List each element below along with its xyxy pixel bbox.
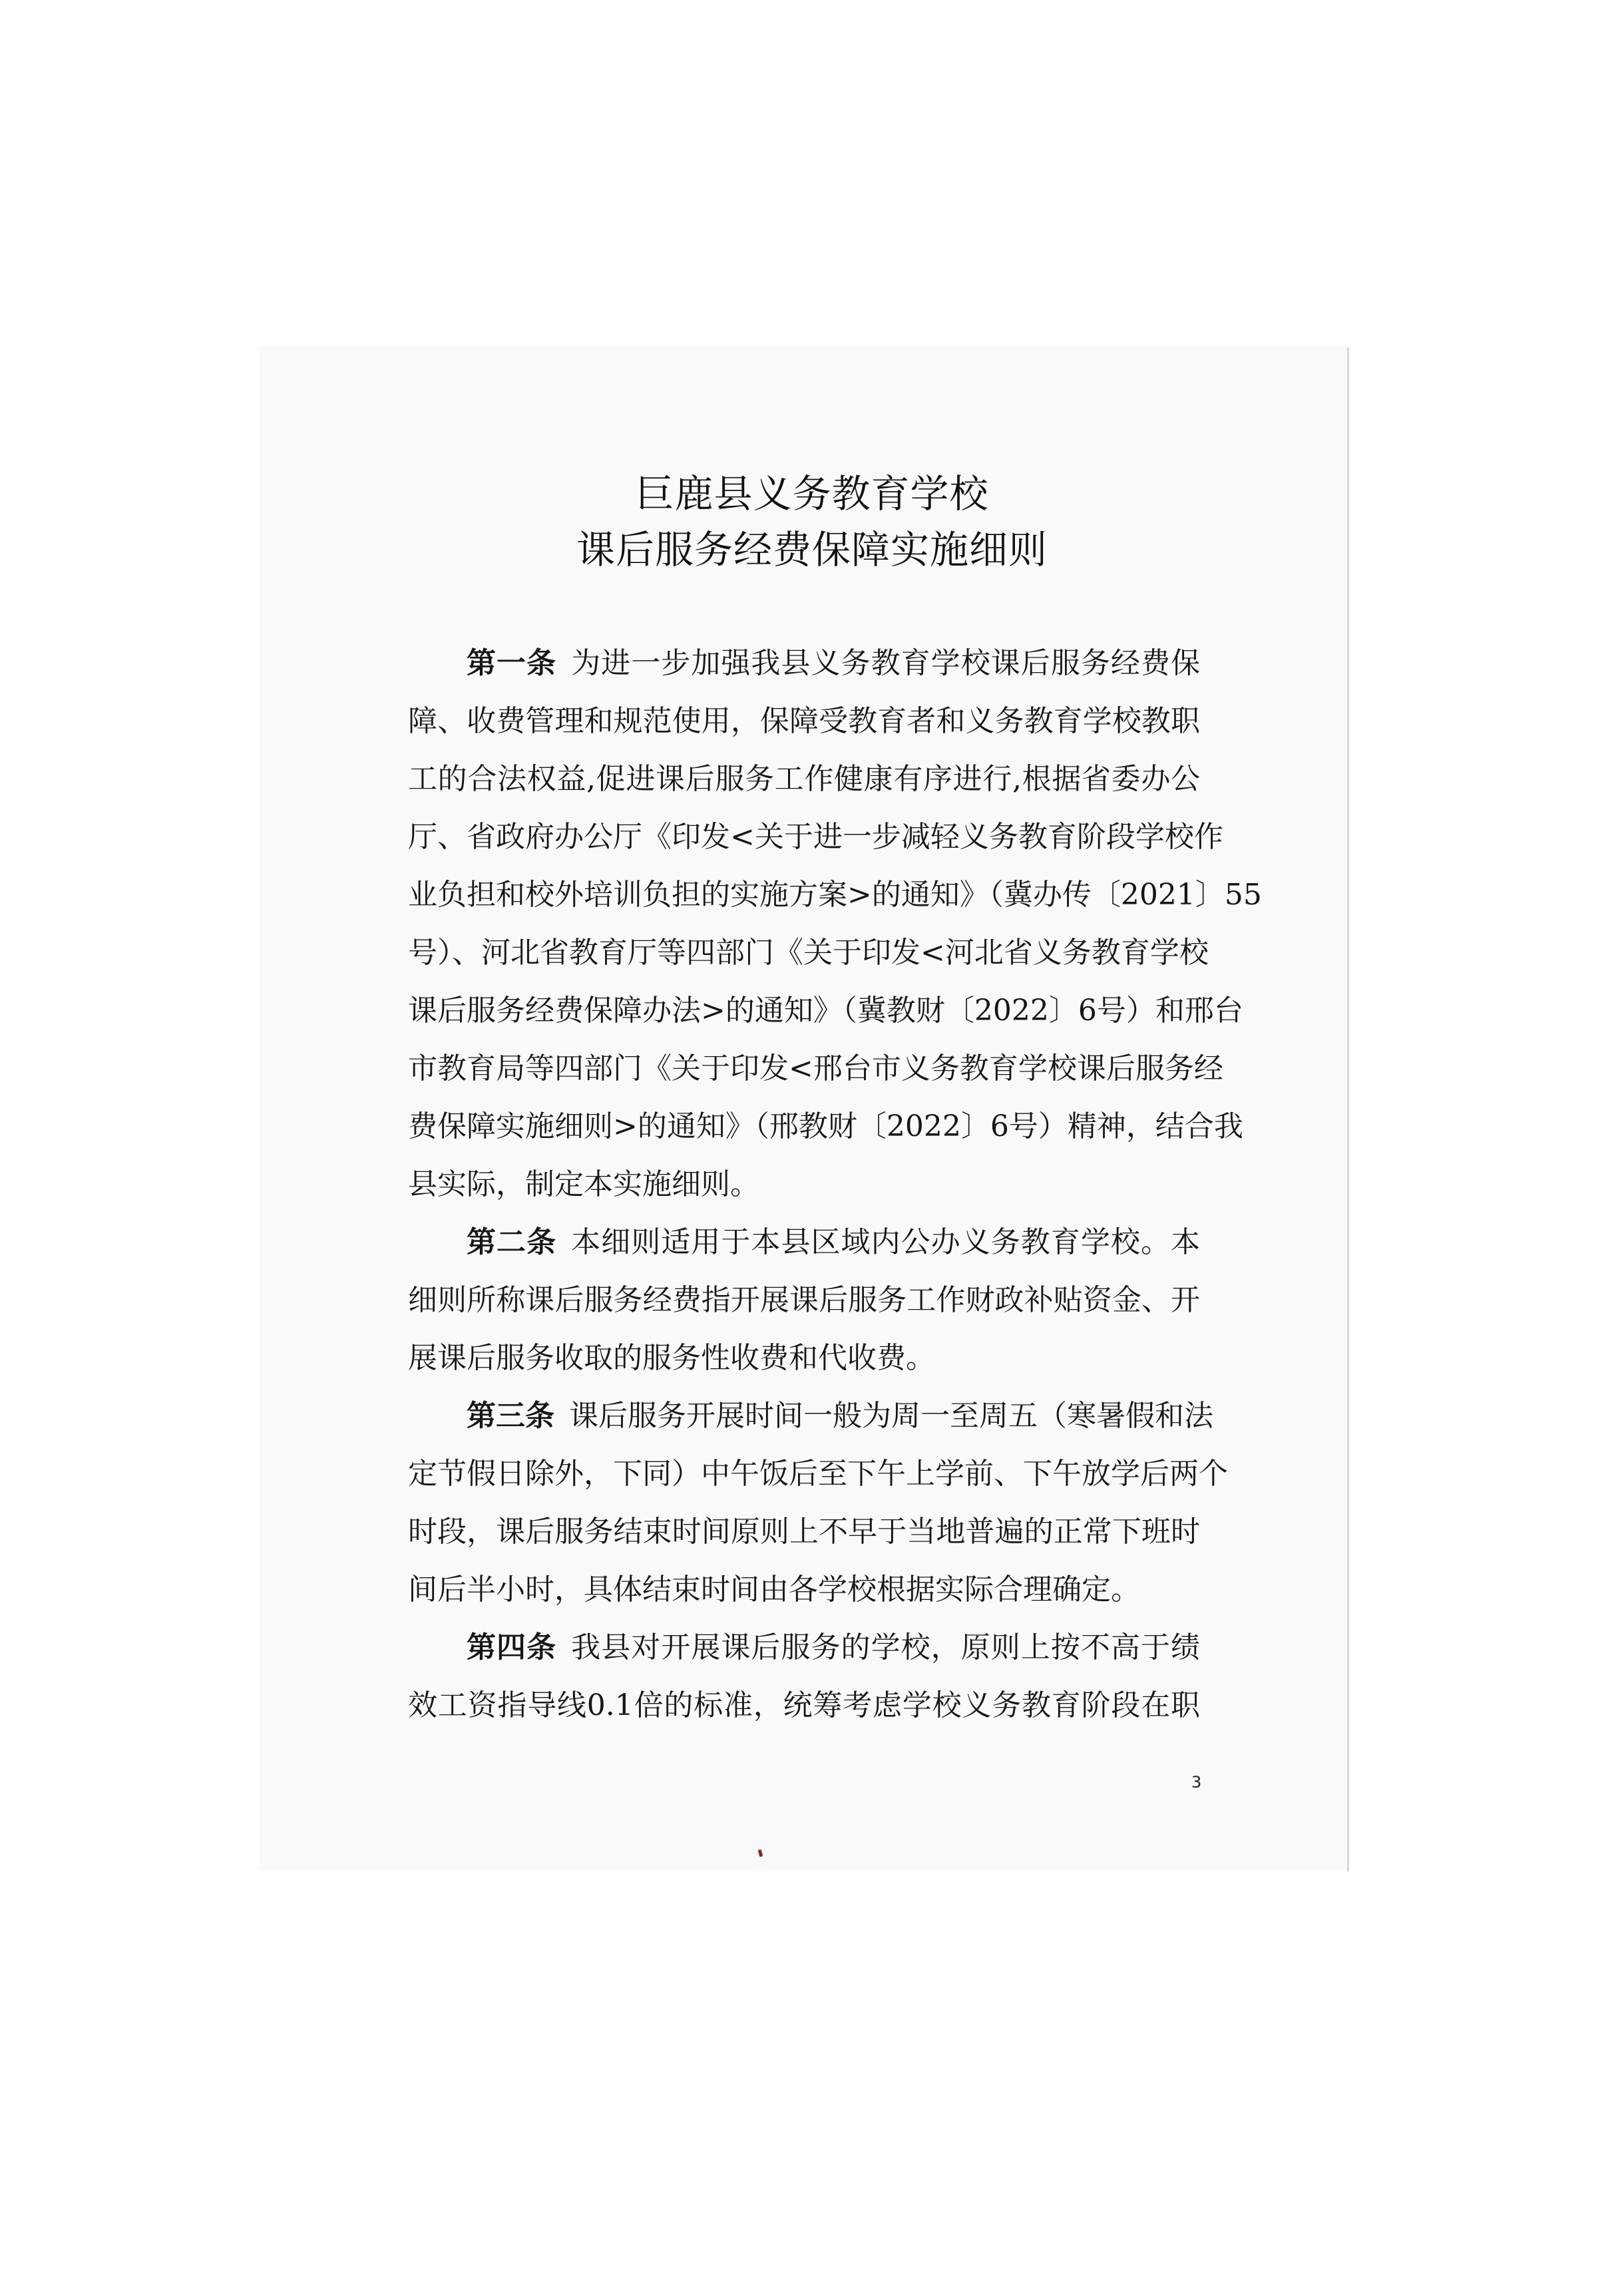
article-1-line-3: 工的合法权益,促进课后服务工作健康有序进行,根据省委办公 xyxy=(408,762,1200,796)
article-3-line-3: 时段，课后服务结束时间原则上不早于当地普遍的正常下班时 xyxy=(408,1515,1200,1549)
article-4-line-1: 第四条 我县对开展课后服务的学校，原则上按不高于绩 xyxy=(467,1630,1201,1664)
article-1-line-1: 第一条 为进一步加强我县义务教育学校课后服务经费保 xyxy=(467,646,1201,680)
article-3-line-1: 第三条 课后服务开展时间一般为周一至周五（寒暑假和法 xyxy=(467,1399,1213,1433)
article-1-line-6: 号）、河北省教育厅等四部门《关于印发<河北省义务教育学校 xyxy=(408,936,1209,970)
article-4-line-2: 效工资指导线0.1倍的标准，统筹考虑学校义务教育阶段在职 xyxy=(408,1688,1200,1722)
article-2-heading: 第二条 xyxy=(467,1225,557,1259)
article-1-line-10: 县实际，制定本实施细则。 xyxy=(408,1167,759,1201)
article-2-line-2: 细则所称课后服务经费指开展课后服务工作财政补贴资金、开 xyxy=(408,1283,1200,1317)
page-edge-shadow xyxy=(1347,347,1349,1871)
article-1-heading: 第一条 xyxy=(467,646,557,680)
article-4-heading: 第四条 xyxy=(467,1630,557,1664)
document-title-line-2: 课后服务经费保障实施细则 xyxy=(576,527,1048,572)
article-3-line-2: 定节假日除外，下同）中午饭后至下午上学前、下午放学后两个 xyxy=(408,1457,1228,1491)
article-1-line-8: 市教育局等四部门《关于印发<邢台市义务教育学校课后服务经 xyxy=(408,1052,1223,1085)
article-3-line-4: 间后半小时，具体结束时间由各学校根据实际合理确定。 xyxy=(408,1573,1140,1607)
article-3-heading: 第三条 xyxy=(467,1399,554,1433)
document-title-line-1: 巨鹿县义务教育学校 xyxy=(635,471,989,516)
article-1-line-5: 业负担和校外培训负担的实施方案>的通知》（冀办传〔2021〕55 xyxy=(408,878,1262,912)
article-1-line-9: 费保障实施细则>的通知》（邢教财〔2022〕6号）精神，结合我 xyxy=(408,1109,1243,1143)
article-1-line-7: 课后服务经费保障办法>的通知》（冀教财〔2022〕6号）和邢台 xyxy=(408,994,1243,1028)
article-1-line-4: 厅、省政府办公厅《印发<关于进一步减轻义务教育阶段学校作 xyxy=(408,820,1223,854)
article-2-line-1: 第二条 本细则适用于本县区域内公办义务教育学校。本 xyxy=(467,1225,1201,1259)
page-number: 3 xyxy=(1191,1773,1202,1792)
article-1-line-2: 障、收费管理和规范使用，保障受教育者和义务教育学校教职 xyxy=(408,704,1200,738)
article-2-line-3: 展课后服务收取的服务性收费和代收费。 xyxy=(408,1341,935,1375)
